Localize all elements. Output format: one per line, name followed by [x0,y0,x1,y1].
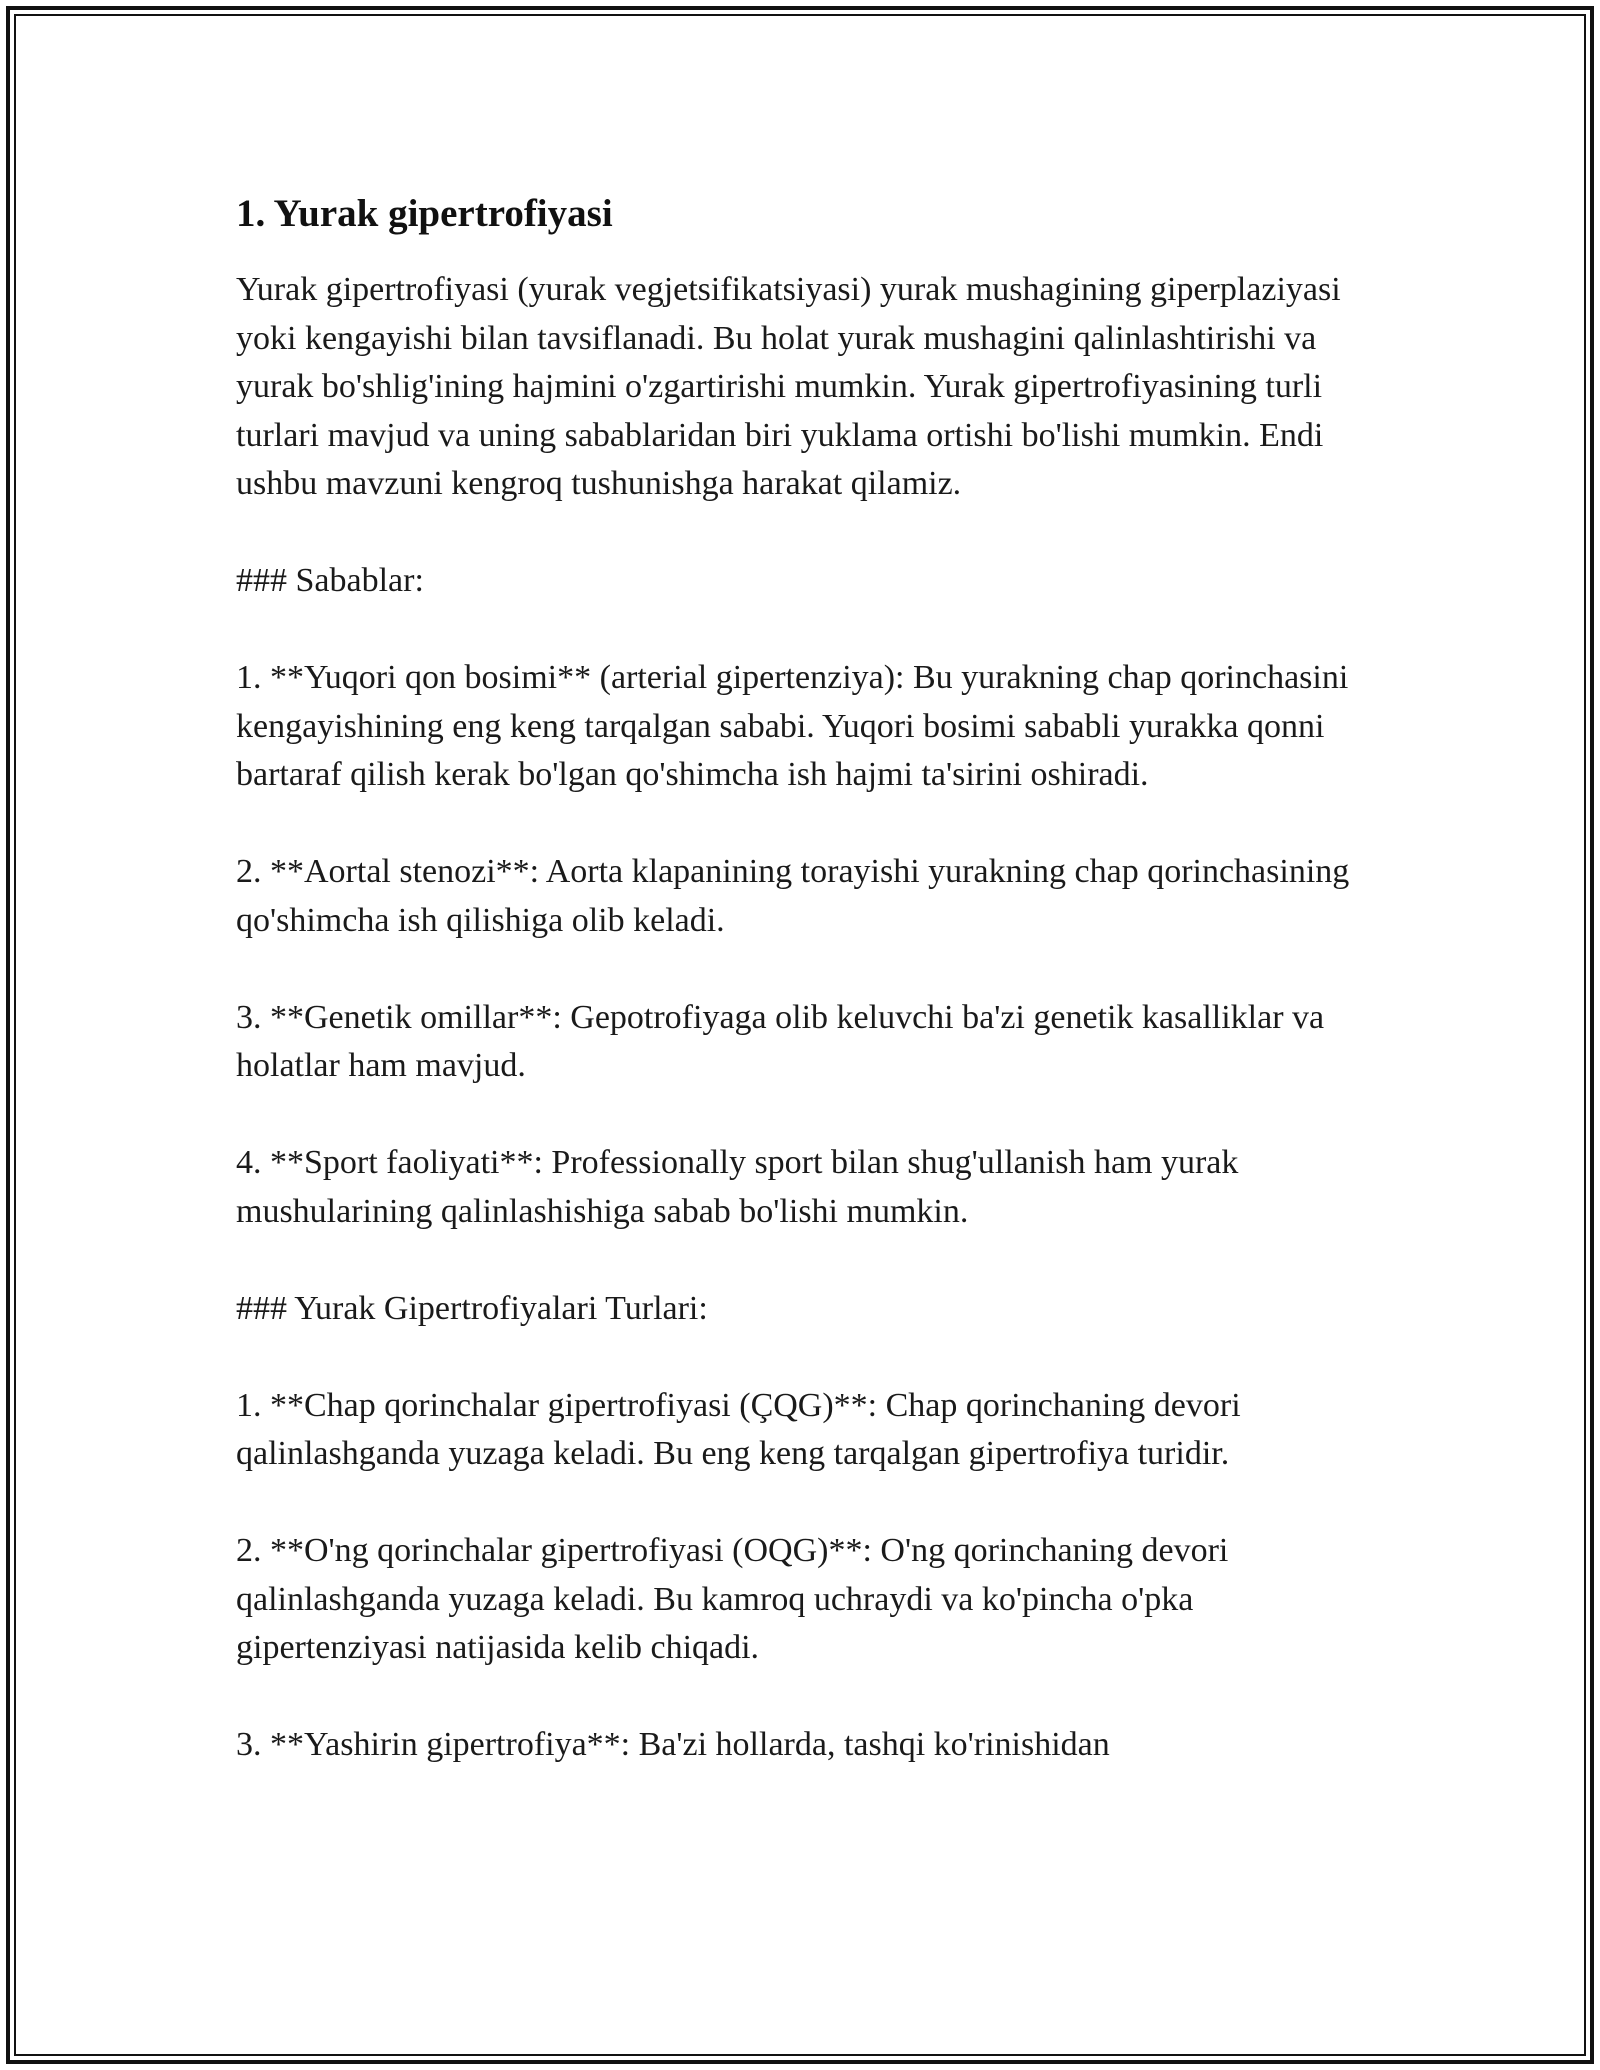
list-item-cause-4: 4. **Sport faoliyati**: Professionally sport bilan shug'ullanish ham yurak mushularining qalinlashishiga sabab bo'lishi mumkin. [236,1144,1239,1230]
list-item-type-1: 1. **Chap qorinchalar gipertrofiyasi (ÇQG)**: Chap qorinchaning devori qalinlashganda yuzaga keladi. Bu eng keng tarqalgan gipertrofiya turidir. [236,1386,1241,1472]
document-body [236,188,1386,1770]
section-heading-sabablar: ### Sabablar: [236,562,424,599]
list-item-cause-1: 1. **Yuqori qon bosimi** (arterial gipertenziya): Bu yurakning chap qorinchasini kengayishining eng keng tarqalgan sababi. Yuqori bosimi sababli yurakka qonni bartaraf qilish kerak bo'lgan qo'shimcha ish hajmi ta'sirini oshiradi. [236,659,1349,793]
list-item-type-2: 2. **O'ng qorinchalar gipertrofiyasi (OQG)**: O'ng qorinchaning devori qalinlashganda yuzaga keladi. Bu kamroq uchraydi va ko'pincha o'pka gipertenziyasi natijasida kelib chiqadi. [236,1532,1229,1666]
list-item-cause-3: 3. **Genetik omillar**: Gepotrofiyaga olib keluvchi ba'zi genetik kasalliklar va holatlar ham mavjud. [236,998,1325,1084]
paragraph-intro: Yurak gipertrofiyasi (yurak vegjetsifikatsiyasi) yurak mushagining giperplaziyasi yoki kengayishi bilan tavsiflanadi. Bu holat yurak mushagini qalinlashtirishi va yurak bo'shlig'ining hajmini o'zgartirishi mumkin. Yurak gipertrofiyasining turli turlari mavjud va uning sabablaridan biri yuklama ortishi bo'lishi mumkin. Endi ushbu mavzuni kengroq tushunishga harakat qilamiz. [236,271,1341,502]
section-heading-turlari: ### Yurak Gipertrofiyalari Turlari: [236,1289,708,1327]
document-title: 1. Yurak gipertrofiyasi [236,192,613,235]
list-item-type-3: 3. **Yashirin gipertrofiya**: Ba'zi hollarda, tashqi ko'rinishidan [236,1726,1110,1763]
list-item-cause-2: 2. **Aortal stenozi**: Aorta klapanining torayishi yurakning chap qorinchasining qo'shimcha ish qilishiga olib keladi. [236,853,1350,939]
